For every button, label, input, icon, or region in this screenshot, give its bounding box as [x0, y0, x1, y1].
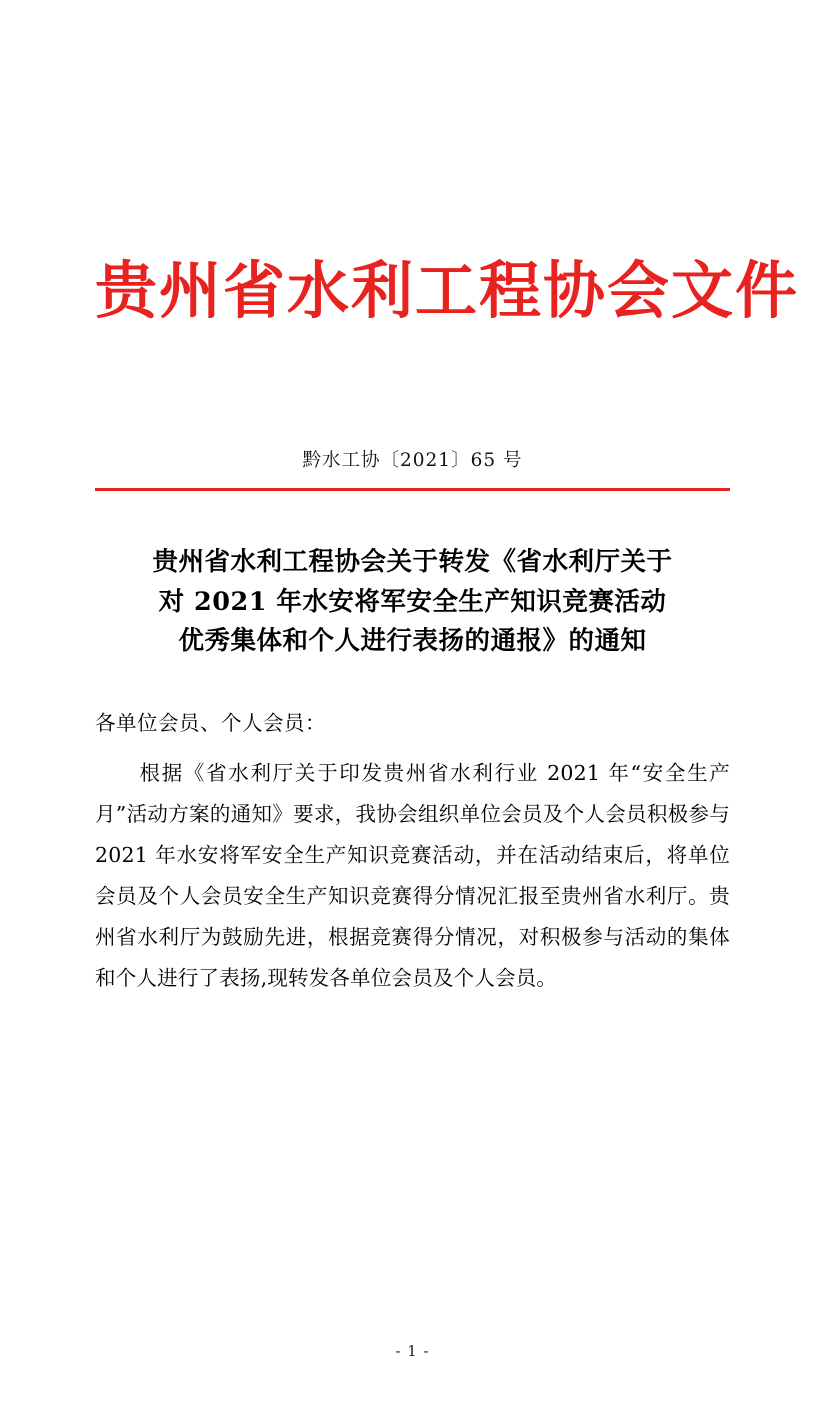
- document-number: 黔水工协〔2021〕65 号: [302, 450, 523, 472]
- document-title-line-3: 优秀集体和个人进行表扬的通报》的通知: [178, 626, 647, 657]
- issuing-organization-title: 贵州省水利工程协会文件: [95, 254, 800, 327]
- document-title-line-2: 对 2021 年水安将军安全生产知识竞赛活动: [158, 586, 667, 617]
- salutation: 各单位会员、个人会员：: [95, 710, 326, 735]
- document-page: [0, 255, 825, 1422]
- body-paragraph: [95, 753, 730, 999]
- document-title: [95, 543, 730, 662]
- document-header: [95, 254, 800, 327]
- page-number: - 1 -: [395, 1342, 430, 1360]
- body-paragraph-text: 根据《省水利厅关于印发贵州省水利行业 2021 年“安全生产月”活动方案的通知》要求，我协会组织单位会员及个人会员积极参与 2021 年水安将军安全生产知识竞赛活动，并在活动结束后，将单位会员及个人会员安全生产知识竞赛得分情况汇报至贵州省水利厅。贵州省水利厅为鼓励先进，根据竞赛得分情况，对积极参与活动的集体和个人进行了表扬,现转发各单位会员及个人会员。: [95, 760, 730, 990]
- document-title-line-1: 贵州省水利工程协会关于转发《省水利厅关于: [152, 547, 673, 578]
- red-divider-rule: [95, 488, 730, 491]
